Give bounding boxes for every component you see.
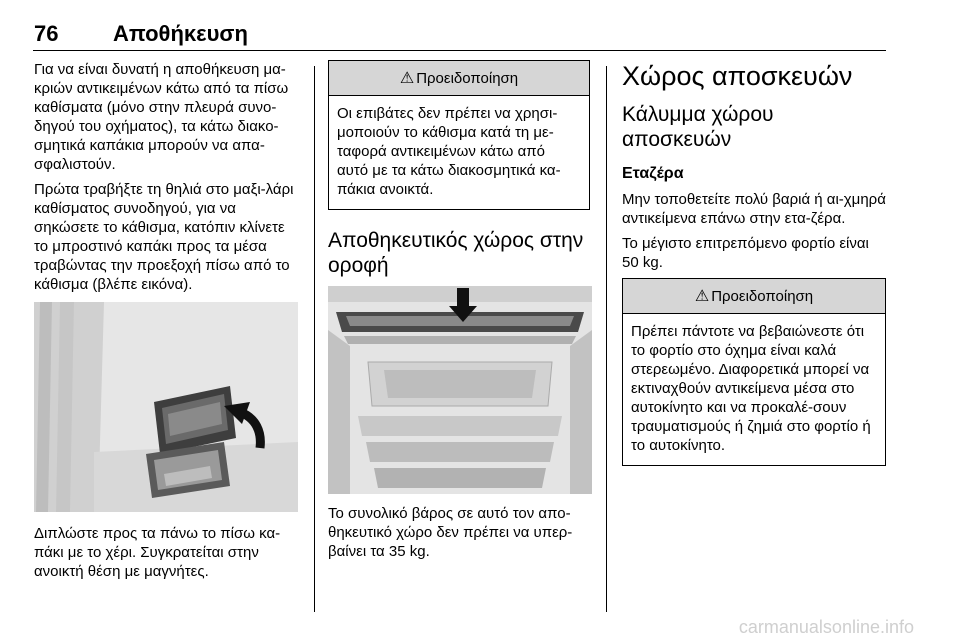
column-left (34, 60, 300, 587)
running-title: Αποθήκευση (113, 21, 248, 46)
warning-text: Οι επιβάτες δεν πρέπει να χρησι-μοποιούν το κάθισμα κατά τη με-ταφορά αντικειμένων κάτω από αυτό με τα κάτω διακοσμητικά κα-πάκια ανοικτά. (337, 105, 561, 198)
page-number: 76 (34, 21, 59, 46)
roof-storage-illustration (328, 286, 592, 494)
warning-header (329, 61, 589, 96)
body-paragraph: Για να είναι δυνατή η αποθήκευση μα-κριών αντικειμένων κάτω από τα πίσω καθίσματα (μόνο στην πλευρά συνο-δηγού του οχήματος), τα κάτω διακο-σμητικά καπάκια μπορούν να απα-σφαλιστούν. (34, 61, 289, 173)
watermark: carmanualsonline.info (738, 617, 914, 637)
warning-triangle-icon: ⚠ (399, 70, 415, 87)
subsection-heading: Κάλυμμα χώρου αποσκευών (622, 103, 774, 151)
column-right (622, 60, 886, 466)
section-heading: Αποθηκευτικός χώρος στην οροφή (328, 229, 584, 277)
body-paragraph: Μην τοποθετείτε πολύ βαριά ή αι-χμηρά αντικείμενα επάνω στην ετα-ζέρα. (622, 191, 886, 227)
warning-text: Πρέπει πάντοτε να βεβαιώνεστε ότι το φορτίο στο όχημα είναι καλά στερεωμένο. Διαφορετικά μπορεί να εκτιναχθούν αντικείμενα μέσα στο αυτοκίνητο και να προκαλέ-σουν τραυματισμούς ή ζημιά στο φορτίο ή το αυτοκίνητο. (631, 323, 871, 454)
warning-title: Προειδοποίηση (416, 69, 519, 87)
body-paragraph: Το συνολικό βάρος σε αυτό τον απο-θηκευτικό χώρο δεν πρέπει να υπερ-βαίνει τα 35 kg. (328, 505, 573, 560)
warning-box (622, 278, 886, 466)
column-divider (314, 66, 315, 612)
warning-box (328, 60, 590, 210)
minor-heading: Εταζέρα (622, 165, 684, 182)
seat-storage-illustration (34, 302, 298, 512)
column-divider (606, 66, 607, 612)
body-paragraph: Το μέγιστο επιτρεπόμενο φορτίο είναι 50 kg. (622, 235, 869, 271)
warning-title: Προειδοποίηση (711, 287, 814, 305)
body-paragraph: Πρώτα τραβήξτε τη θηλιά στο μαξι-λάρι καθίσματος συνοδηγού, για να σηκώσετε το κάθισμα, κατόπιν κλίνετε το μπροστινό καπάκι προς τα μέσα τραβώντας την προεξοχή πίσω από το κάθισμα (βλέπε εικόνα). (34, 181, 294, 293)
chapter-heading: Χώρος αποσκευών (622, 61, 853, 91)
column-middle (328, 60, 590, 567)
header-rule (33, 50, 886, 51)
warning-triangle-icon: ⚠ (694, 288, 710, 305)
warning-header (623, 279, 885, 314)
body-paragraph: Διπλώστε προς τα πάνω το πίσω κα-πάκι με το χέρι. Συγκρατείται στην ανοικτή θέση με μαγνήτες. (34, 525, 281, 580)
